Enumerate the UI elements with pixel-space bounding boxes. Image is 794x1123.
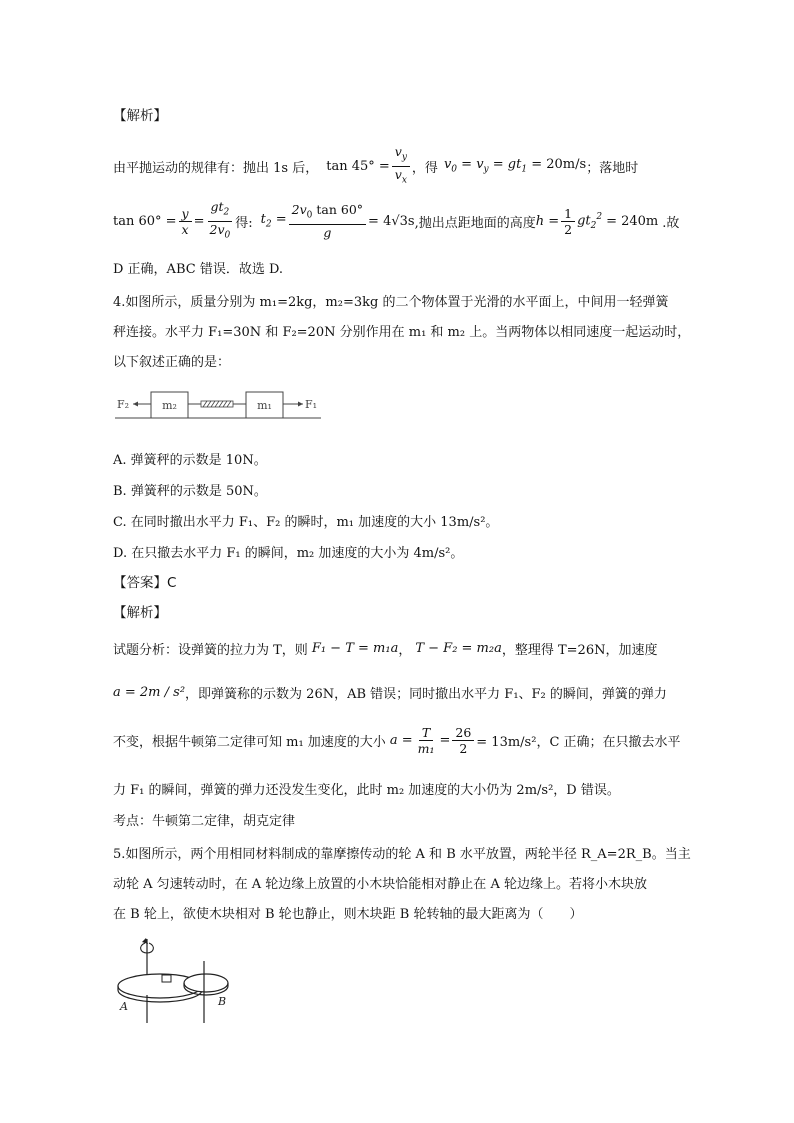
text: ,抛出点距地面的高度 xyxy=(414,215,536,231)
option-c: C. 在同时撤出水平力 F₁、F₂ 的瞬时，m₁ 加速度的大小 13m/s²。 xyxy=(113,515,499,530)
wheel-b xyxy=(184,974,228,992)
m2-label: m₂ xyxy=(162,399,177,412)
q4-explanation-line-4: 力 F₁ 的瞬间，弹簧的弹力还没发生变化，此时 m₂ 加速度的大小仍为 2m/s²，D 错误。 xyxy=(113,783,620,798)
math: tan 45° = xyxy=(326,158,390,174)
eq: = v xyxy=(461,157,484,173)
option-d: D. 在只撤去水平力 F₁ 的瞬间，m₂ 加速度的大小为 4m/s²。 xyxy=(113,546,464,561)
text: 得: xyxy=(235,215,253,231)
den: v xyxy=(394,166,402,182)
key-points: 考点：牛顿第二定律，胡克定律 xyxy=(113,814,296,829)
text: = 13m/s²，C 正确；在只撤去水平 xyxy=(476,734,681,750)
q4-stem-line-3: 以下叙述正确的是： xyxy=(113,355,231,370)
fraction: $\frac{gt_2}{2v_0}$ xyxy=(207,199,234,243)
text: 由平抛运动的规律有：抛出 1s 后， xyxy=(113,160,319,176)
fraction xyxy=(392,144,410,188)
option-b: B. 弹簧秤的示数是 50N。 xyxy=(113,484,267,499)
analysis-heading: 【解析】 xyxy=(113,108,167,124)
q4-explanation-line-2 xyxy=(113,681,667,703)
num: gt xyxy=(210,199,224,214)
fraction xyxy=(452,725,474,756)
fraction xyxy=(561,206,575,237)
math: = 4√3s xyxy=(368,213,415,229)
v: v xyxy=(443,157,452,173)
q4-explanation-line-1 xyxy=(113,637,657,659)
text: ，得 xyxy=(411,160,438,176)
m1-label: m₁ xyxy=(257,399,272,412)
den: 2 xyxy=(459,740,468,756)
num: tan 60° xyxy=(316,202,364,218)
num: T xyxy=(419,725,433,741)
q4-explanation-line-3 xyxy=(113,717,681,763)
f2-label: F₂ xyxy=(117,398,130,411)
q4-stem-line-2: 秤连接。水平力 F₁=30N 和 F₂=20N 分别作用在 m₁ 和 m₂ 上。当两物体以相同速度一起运动时， xyxy=(113,325,691,340)
sub: y xyxy=(401,152,407,163)
equation: a = 2m / s² xyxy=(113,684,186,700)
f1-label: F₁ xyxy=(305,398,318,411)
math: tan 60° = xyxy=(113,213,177,229)
spring-scale-diagram xyxy=(113,386,323,422)
t: t xyxy=(260,212,266,228)
text: 不变，根据牛顿第二定律可知 m₁ 加速度的大小 xyxy=(113,734,386,750)
eq: = gt xyxy=(492,157,522,173)
sub: x xyxy=(401,175,407,185)
fraction: $\frac{2v_0 \tan 60^\circ}{g}$ xyxy=(289,202,366,240)
den: x xyxy=(181,221,189,237)
equation: T − F₂ = m₂a xyxy=(415,640,502,656)
small-block xyxy=(162,975,171,982)
gt: gt xyxy=(577,212,591,228)
wheel-b-label: B xyxy=(218,995,227,1008)
analysis-heading: 【解析】 xyxy=(113,605,167,621)
text: ，整理得 T=26N，加速度 xyxy=(501,642,658,658)
text: 试题分析：设弹簧的拉力为 T，则 xyxy=(113,642,308,658)
math: h = xyxy=(535,213,560,229)
q5-stem-line-1: 5.如图所示，两个用相同材料制成的靠摩擦传动的轮 A 和 B 水平放置，两轮半径 R_A=2R_B。当主 xyxy=(113,847,691,862)
equals: = xyxy=(439,732,451,748)
den: m₁ xyxy=(417,740,435,756)
math: $gt_2^2$ xyxy=(577,211,603,231)
den: 2v xyxy=(209,221,225,237)
eq: = 20m/s xyxy=(531,157,587,173)
num: 2v xyxy=(291,202,307,218)
fraction xyxy=(179,206,192,237)
math: $t_2$ = xyxy=(260,212,287,230)
q3-conclusion: D 正确，ABC 错误．故选 D. xyxy=(113,262,284,277)
f1-arrowhead xyxy=(298,402,303,407)
num: v xyxy=(394,144,402,159)
equation: F₁ − T = m₁a xyxy=(311,640,399,656)
q3-solution-line-1 xyxy=(113,146,638,186)
math: $v_0 = v_y = gt_1 = 20m/s$ xyxy=(443,157,587,175)
text: .故 xyxy=(662,215,680,231)
text: ；落地时 xyxy=(586,160,639,176)
q5-stem-line-2: 动轮 A 匀速转动时，在 A 轮边缘上放置的小木块恰能相对静止在 A 轮边缘上。若将小木块放 xyxy=(113,877,647,892)
num: 26 xyxy=(452,725,474,741)
option-a: A. 弹簧秤的示数是 10N。 xyxy=(113,453,267,468)
num: 1 xyxy=(561,206,575,222)
fraction xyxy=(415,725,438,756)
wheel-a-label: A xyxy=(120,1000,128,1013)
q4-stem-line-1: 4.如图所示，质量分别为 m₁=2kg，m₂=3kg 的二个物体置于光滑的水平面上，中间用一轻弹簧 xyxy=(113,295,669,310)
answer-label: 【答案】C xyxy=(113,575,177,591)
q5-stem-line-3: 在 B 轮上，欲使木块相对 B 轮也静止，则木块距 B 轮转轴的最大距离为（ ） xyxy=(113,907,583,922)
den: 2 xyxy=(564,221,573,237)
math: = 240m xyxy=(606,213,659,229)
num: y xyxy=(179,206,192,222)
f2-arrowhead xyxy=(133,402,138,407)
text: ，即弹簧称的示数为 26N，AB 错误；同时撤出水平力 F₁、F₂ 的瞬间，弹簧的弹力 xyxy=(185,686,667,702)
den: g xyxy=(323,224,332,240)
q3-solution-line-2: tan 60° = $\frac{y}{x}$ = $\frac{gt_2}{2v_0}$ 得: $t_2$ = $\frac{2v_0 \tan 60^\circ}{g}$ = 4√3s ,抛出点距地面的高度 h = $\frac{1}{2}$ $gt_2^2$ = 240m .故 xyxy=(113,200,679,242)
equation: a = xyxy=(389,732,413,748)
text: ， xyxy=(398,642,412,658)
friction-wheels-diagram xyxy=(114,935,244,1027)
